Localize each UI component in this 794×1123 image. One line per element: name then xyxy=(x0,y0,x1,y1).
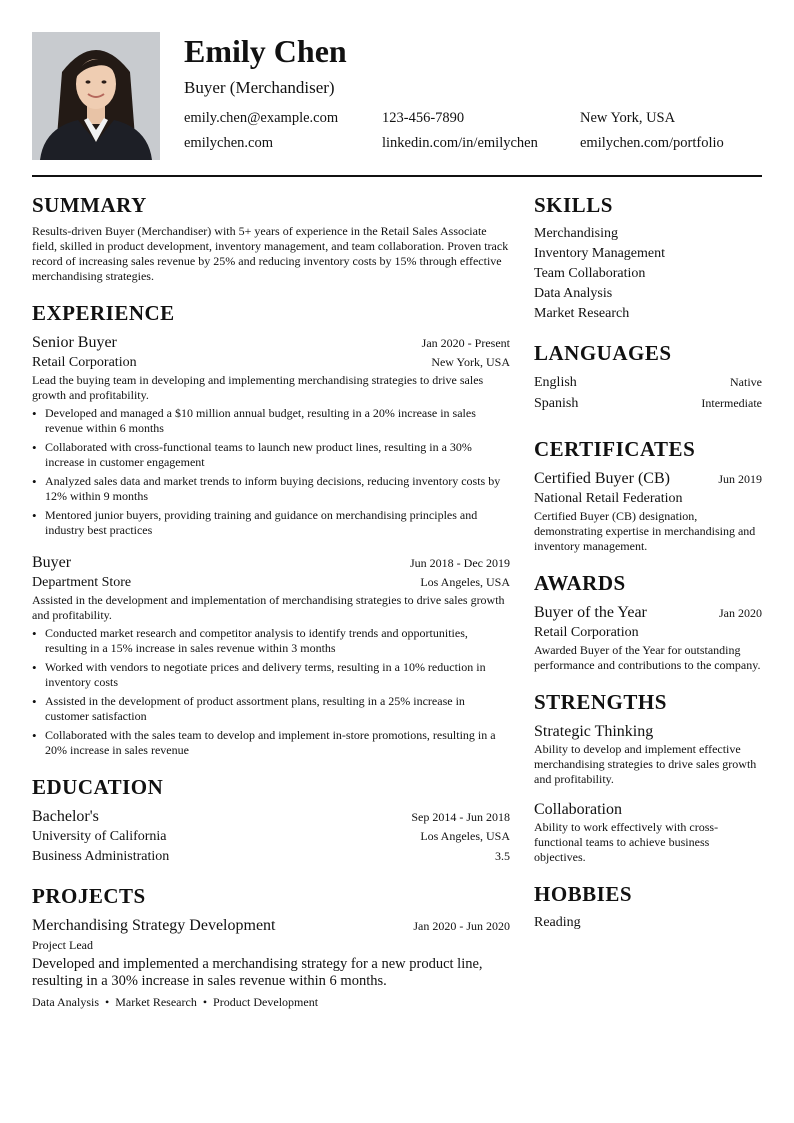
language-row xyxy=(534,393,762,414)
project-tags xyxy=(32,995,510,1010)
strength-name: Collaboration xyxy=(534,801,622,818)
contact-phone[interactable]: 123-456-7890 xyxy=(382,110,465,126)
skill-item: Team Collaboration xyxy=(534,266,646,281)
projects-section xyxy=(32,883,510,1010)
skill-item: Inventory Management xyxy=(534,246,666,261)
project-dates: Jan 2020 - Jun 2020 xyxy=(413,919,510,933)
award-date: Jan 2020 xyxy=(719,606,762,620)
job-location: New York, USA xyxy=(431,355,510,369)
left-column xyxy=(32,192,510,1026)
resume-page xyxy=(32,32,762,1009)
strength-description: Ability to develop and implement effective merchandising strategies to drive sales growth and profitability. xyxy=(534,742,757,786)
header-info xyxy=(184,32,762,153)
project-description: Developed and implemented a merchandising strategy for a new product line, resulting in a 30% increase in sales revenue within 6 months. xyxy=(32,956,483,989)
education-dates: Sep 2014 - Jun 2018 xyxy=(411,810,510,824)
education-section xyxy=(32,774,510,867)
tag-separator: • xyxy=(202,995,208,1009)
contact-location: New York, USA xyxy=(580,110,676,126)
tag-separator: • xyxy=(105,995,110,1009)
language-level: Intermediate xyxy=(701,396,762,410)
experience-entry xyxy=(32,552,510,758)
job-bullet: • Collaborated with cross-functional teams to launch new product lines, resulting in a 30% increase in customer engagement xyxy=(32,440,510,470)
skill-item: Merchandising xyxy=(534,226,618,241)
summary-section xyxy=(32,192,510,284)
language-name: English xyxy=(534,375,577,390)
job-company: Retail Corporation xyxy=(32,355,137,370)
language-row xyxy=(534,372,762,393)
job-bullet: • Worked with vendors to negotiate prices and delivery terms, resulting in a 10% reduction in inventory costs xyxy=(32,660,510,690)
award-name: Buyer of the Year xyxy=(534,604,647,621)
certificates-heading: CERTIFICATES xyxy=(534,437,696,461)
education-location: Los Angeles, USA xyxy=(420,829,510,843)
contact-linkedin[interactable]: linkedin.com/in/emilychen xyxy=(382,135,538,151)
education-school: University of California xyxy=(32,829,167,844)
education-heading: EDUCATION xyxy=(32,775,164,799)
job-dates: Jun 2018 - Dec 2019 xyxy=(410,556,510,570)
skill-item: Market Research xyxy=(534,306,630,321)
awards-heading: AWARDS xyxy=(534,571,626,595)
experience-heading: EXPERIENCE xyxy=(32,301,175,325)
job-bullet: • Collaborated with the sales team to develop and implement in-store promotions, resulting in a 20% increase in sales revenue xyxy=(32,728,510,758)
project-role: Project Lead xyxy=(32,938,93,952)
strengths-heading: STRENGTHS xyxy=(534,690,667,714)
job-bullet: • Developed and managed a $10 million annual budget, resulting in a 20% increase in sales revenue within 6 months xyxy=(32,406,510,436)
award-description: Awarded Buyer of the Year for outstanding performance and contributions to the company. xyxy=(534,643,761,672)
job-dates: Jan 2020 - Present xyxy=(421,336,510,350)
skills-section xyxy=(534,192,762,324)
job-bullets xyxy=(32,406,510,538)
job-role: Buyer xyxy=(32,554,72,571)
skill-item: Data Analysis xyxy=(534,286,613,301)
contact-website[interactable]: emilychen.com xyxy=(184,135,273,151)
job-bullet: • Conducted market research and competitor analysis to identify trends and opportunities, resulting in a 15% increase in sales revenue within 3 months xyxy=(32,626,510,656)
project-tag: Market Research xyxy=(115,995,197,1009)
job-location: Los Angeles, USA xyxy=(420,575,510,589)
summary-heading: SUMMARY xyxy=(32,193,147,217)
hobbies-section xyxy=(534,881,762,933)
candidate-title: Buyer (Merchandiser) xyxy=(184,78,335,97)
job-bullet: • Analyzed sales data and market trends to inform buying decisions, reducing inventory costs by 12% within 9 months xyxy=(32,474,510,504)
job-description: Lead the buying team in developing and implementing merchandising strategies to drive sales growth and profitability. xyxy=(32,373,484,402)
contact-portfolio[interactable]: emilychen.com/portfolio xyxy=(580,135,724,151)
award-issuer: Retail Corporation xyxy=(534,625,639,640)
job-role: Senior Buyer xyxy=(32,334,117,351)
language-name: Spanish xyxy=(534,396,579,411)
profile-photo-illustration xyxy=(32,32,160,160)
language-level: Native xyxy=(730,375,762,389)
projects-heading: PROJECTS xyxy=(32,884,146,908)
education-gpa: 3.5 xyxy=(495,849,510,863)
summary-text: Results-driven Buyer (Merchandiser) with 5+ years of experience in the Retail Sales Associate field, skilled in product development, inventory management, and team collaboration. Proven track record of increasing sales revenue by 25% and reducing inventory costs by 15% through effective merchandising strategies. xyxy=(32,224,509,283)
job-bullets xyxy=(32,626,510,758)
certificates-section xyxy=(534,436,762,554)
contact-grid xyxy=(184,109,762,153)
education-degree: Bachelor's xyxy=(32,808,99,825)
job-description: Assisted in the development and implementation of merchandising strategies to drive sales growth and profitability. xyxy=(32,593,505,622)
strength-item xyxy=(534,721,762,787)
project-name: Merchandising Strategy Development xyxy=(32,917,276,934)
job-bullet: • Assisted in the development of product assortment plans, resulting in a 25% increase in customer satisfaction xyxy=(32,694,510,724)
job-bullet: • Mentored junior buyers, providing training and guidance on merchandising principles and industry best practices xyxy=(32,508,510,538)
strength-description: Ability to work effectively with cross-functional teams to achieve business objectives. xyxy=(534,820,719,864)
languages-section xyxy=(534,340,762,414)
project-tag: Data Analysis xyxy=(32,995,99,1009)
hobby-item: Reading xyxy=(534,915,581,930)
project-tag: Product Development xyxy=(213,995,319,1009)
experience-section xyxy=(32,300,510,758)
awards-section xyxy=(534,570,762,673)
candidate-name: Emily Chen xyxy=(184,33,347,69)
resume-header xyxy=(32,32,762,177)
strengths-section xyxy=(534,689,762,865)
contact-email[interactable]: emily.chen@example.com xyxy=(184,110,339,126)
certificate-name: Certified Buyer (CB) xyxy=(534,470,670,487)
strength-item xyxy=(534,799,762,865)
certificate-description: Certified Buyer (CB) designation, demonstrating expertise in merchandising and inventory management. xyxy=(534,509,756,553)
languages-heading: LANGUAGES xyxy=(534,341,672,365)
certificate-issuer: National Retail Federation xyxy=(534,491,683,506)
education-field: Business Administration xyxy=(32,849,170,864)
certificate-date: Jun 2019 xyxy=(718,472,762,486)
skills-heading: SKILLS xyxy=(534,193,613,217)
right-column xyxy=(534,192,762,949)
profile-photo xyxy=(32,32,160,160)
job-company: Department Store xyxy=(32,575,132,590)
hobbies-heading: HOBBIES xyxy=(534,882,633,906)
experience-entry xyxy=(32,332,510,538)
strength-name: Strategic Thinking xyxy=(534,723,654,740)
